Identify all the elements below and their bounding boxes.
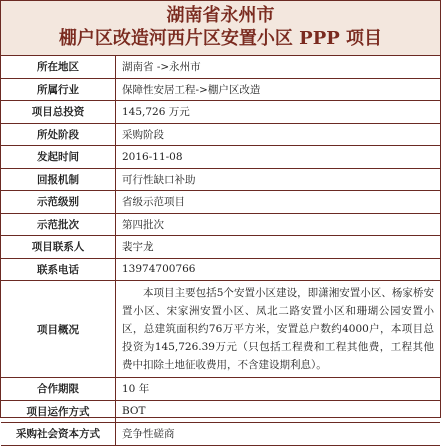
row-value: 13974700766 [116, 258, 441, 281]
row-value: 省级示范项目 [116, 191, 441, 214]
table-row-industry [1, 78, 440, 101]
table-row-demo-batch [1, 213, 440, 236]
table-row-total-investment [1, 101, 440, 124]
project-header [1, 1, 440, 56]
row-label: 所属行业 [1, 78, 116, 101]
table-row-procurement-method [1, 423, 440, 446]
row-label: 项目总投资 [1, 101, 116, 124]
row-value: 保障性安居工程->棚户区改造 [116, 78, 441, 101]
row-label: 示范批次 [1, 213, 116, 236]
row-label: 项目运作方式 [1, 400, 116, 423]
row-value: 10 年 [116, 378, 441, 401]
row-value: 竞争性磋商 [116, 423, 441, 446]
table-row-stage [1, 123, 440, 146]
table-row-overview [1, 281, 440, 378]
row-value: 采购阶段 [116, 123, 441, 146]
row-label: 示范级别 [1, 191, 116, 214]
table-row-contact-person [1, 236, 440, 259]
table-row-region [1, 56, 440, 78]
table-row-demo-level [1, 191, 440, 214]
row-value: 2016-11-08 [116, 146, 441, 169]
row-value: 裴宇龙 [116, 236, 441, 259]
row-label: 采购社会资本方式 [1, 423, 116, 446]
row-value: 145,726 万元 [116, 101, 441, 124]
row-value: BOT [116, 400, 441, 423]
table-row-return-mechanism [1, 168, 440, 191]
project-info-table [1, 56, 440, 446]
project-title-name: 棚户区改造河西片区安置小区 PPP 项目 [58, 28, 383, 49]
table-row-cooperation-term [1, 378, 440, 401]
row-value: 湖南省 ->永州市 [116, 56, 441, 78]
row-label: 所在地区 [1, 56, 116, 78]
row-value: 本项目主要包括5个安置小区建设，即潇湘安置小区、杨家桥安置小区、宋家洲安置小区、凤北二路安置小区和珊瑚公园安置小区，总建筑面积约76万平方米，安置总户数约4000户，本项目总投资为145,726.39万元（只包括工程费和工程其他费，工程其他费中扣除土地征收费用，不含建设期利息）。 [116, 281, 441, 378]
row-value: 可行性缺口补助 [116, 168, 441, 191]
row-label: 发起时间 [1, 146, 116, 169]
table-row-launch-date [1, 146, 440, 169]
table-row-operation-mode [1, 400, 440, 423]
project-title-region: 湖南省永州市 [166, 5, 275, 26]
row-label: 项目概况 [1, 281, 116, 378]
row-value: 第四批次 [116, 213, 441, 236]
row-label: 合作期限 [1, 378, 116, 401]
row-label: 回报机制 [1, 168, 116, 191]
row-label: 所处阶段 [1, 123, 116, 146]
table-row-contact-phone [1, 258, 440, 281]
row-label: 项目联系人 [1, 236, 116, 259]
row-label: 联系电话 [1, 258, 116, 281]
